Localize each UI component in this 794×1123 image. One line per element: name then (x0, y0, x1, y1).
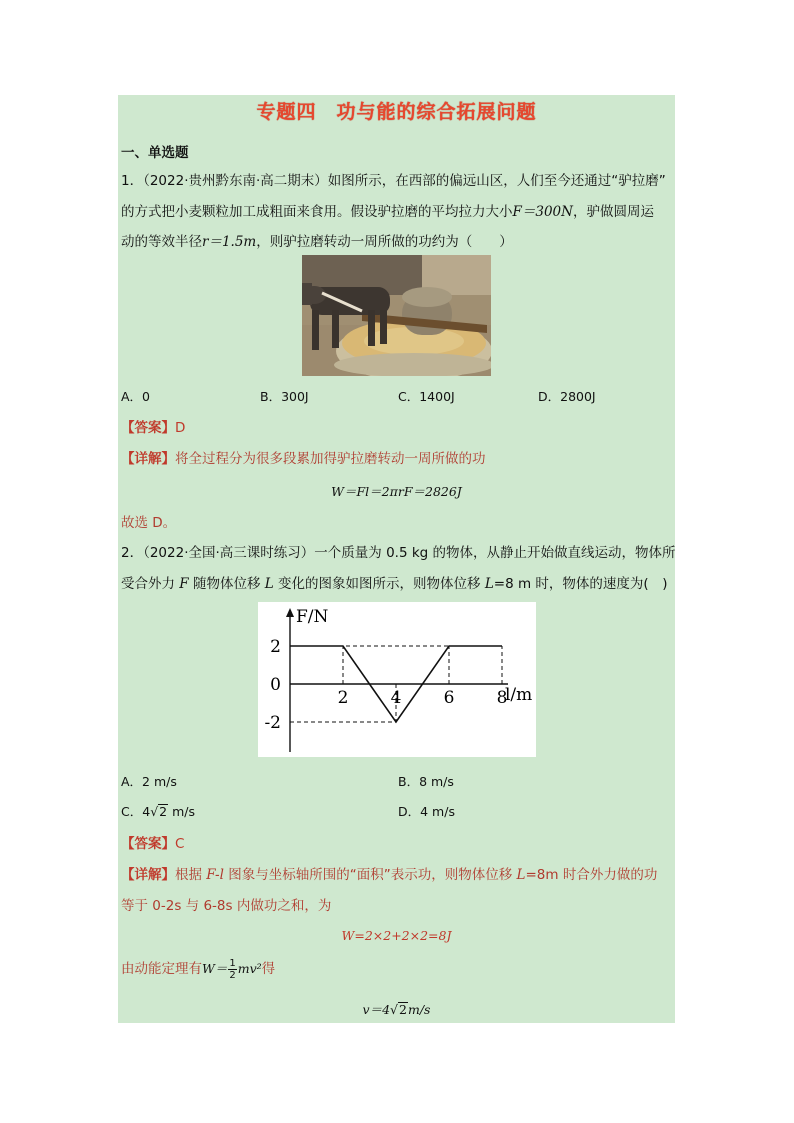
q2-line1: 2．（2022·全国·高三课时练习）一个质量为 0.5 kg 的物体，从静止开始做直线运动，物体所 (121, 545, 676, 561)
q1-option-d: D．2800J (538, 389, 596, 404)
detail-tag: 【详解】 (121, 451, 175, 467)
answer-tag: 【答案】 (121, 420, 175, 436)
y-tick-label: -2 (264, 713, 281, 733)
q1-option-c: C．1400J (398, 389, 455, 404)
q1-line1: 1．（2022·贵州黔东南·高二期末）如图所示，在西部的偏远山区，人们至今还通过“驴拉磨” (121, 173, 666, 189)
q1-radius-eq: r＝1.5m (202, 234, 257, 250)
answer-tag: 【答案】 (121, 836, 175, 852)
q1-detail: 【详解】将全过程分为很多段累加得驴拉磨转动一周所做的功 (121, 451, 486, 467)
x-axis-label: l/m (505, 685, 533, 705)
y-axis-label: F/N (296, 607, 329, 627)
document-page (118, 95, 675, 1023)
q1-formula: W＝Fl＝2πrF＝2826J (331, 484, 462, 499)
q2-option-b: B．8 m/s (398, 774, 454, 789)
q2-velocity-formula: v＝4√2m/s (362, 1002, 431, 1017)
answer-value: C (175, 836, 185, 852)
x-tick-label: 8 (496, 688, 508, 708)
q2-option-d: D．4 m/s (398, 804, 455, 819)
q1-option-a: A．0 (121, 389, 151, 404)
y-tick-label: 0 (270, 675, 281, 695)
force-displacement-graph (258, 602, 536, 757)
q2-work-formula: W=2×2+2×2=8J (341, 928, 452, 943)
q1-force-eq: F＝300N (512, 204, 573, 220)
q1-line3: 动的等效半径r＝1.5m，则驴拉磨转动一周所做的功约为（ ） (121, 234, 513, 250)
donkey-mill-photo (302, 255, 491, 376)
q1-conclusion: 故选 D。 (121, 515, 177, 531)
y-axis-arrow (286, 608, 294, 617)
x-tick-label: 2 (337, 688, 349, 708)
q1-line2: 的方式把小麦颗粒加工成粗面来食用。假设驴拉磨的平均拉力大小F＝300N，驴做圆周运 (121, 204, 654, 220)
q2-detail-line2: 等于 0-2s 与 6-8s 内做功之和，为 (121, 898, 332, 914)
q1-answer (121, 416, 185, 436)
q2-line2: 受合外力 F 随物体位移 L 变化的图象如图所示，则物体位移 L=8 m 时，物体的速度为( ) (121, 576, 668, 592)
half-fraction: $\frac{1}{2}$ (229, 957, 236, 981)
q2-energy-line: 由动能定理有W＝ $\frac{1}{2}$ mv²得 (121, 957, 276, 981)
page-title: 专题四 功与能的综合拓展问题 (256, 101, 537, 123)
q2-detail: 【详解】根据 F-l 图象与坐标轴所围的“面积”表示功，则物体位移 L=8m 时合外力做的功 (121, 867, 658, 883)
detail-tag: 【详解】 (121, 867, 175, 883)
q2-option-c: C．4√2 m/s (121, 804, 195, 819)
x-tick-label: 6 (443, 688, 455, 708)
x-tick-label: 4 (390, 688, 402, 708)
q1-option-b: B．300J (260, 389, 309, 404)
q2-option-a: A．2 m/s (121, 774, 177, 789)
section-heading: 一、单选题 (121, 145, 189, 161)
y-tick-label: 2 (270, 637, 281, 657)
graph-svg (258, 602, 536, 757)
answer-value: D (175, 420, 186, 436)
donkey-mill-illustration (302, 255, 491, 376)
q2-answer (121, 832, 184, 852)
